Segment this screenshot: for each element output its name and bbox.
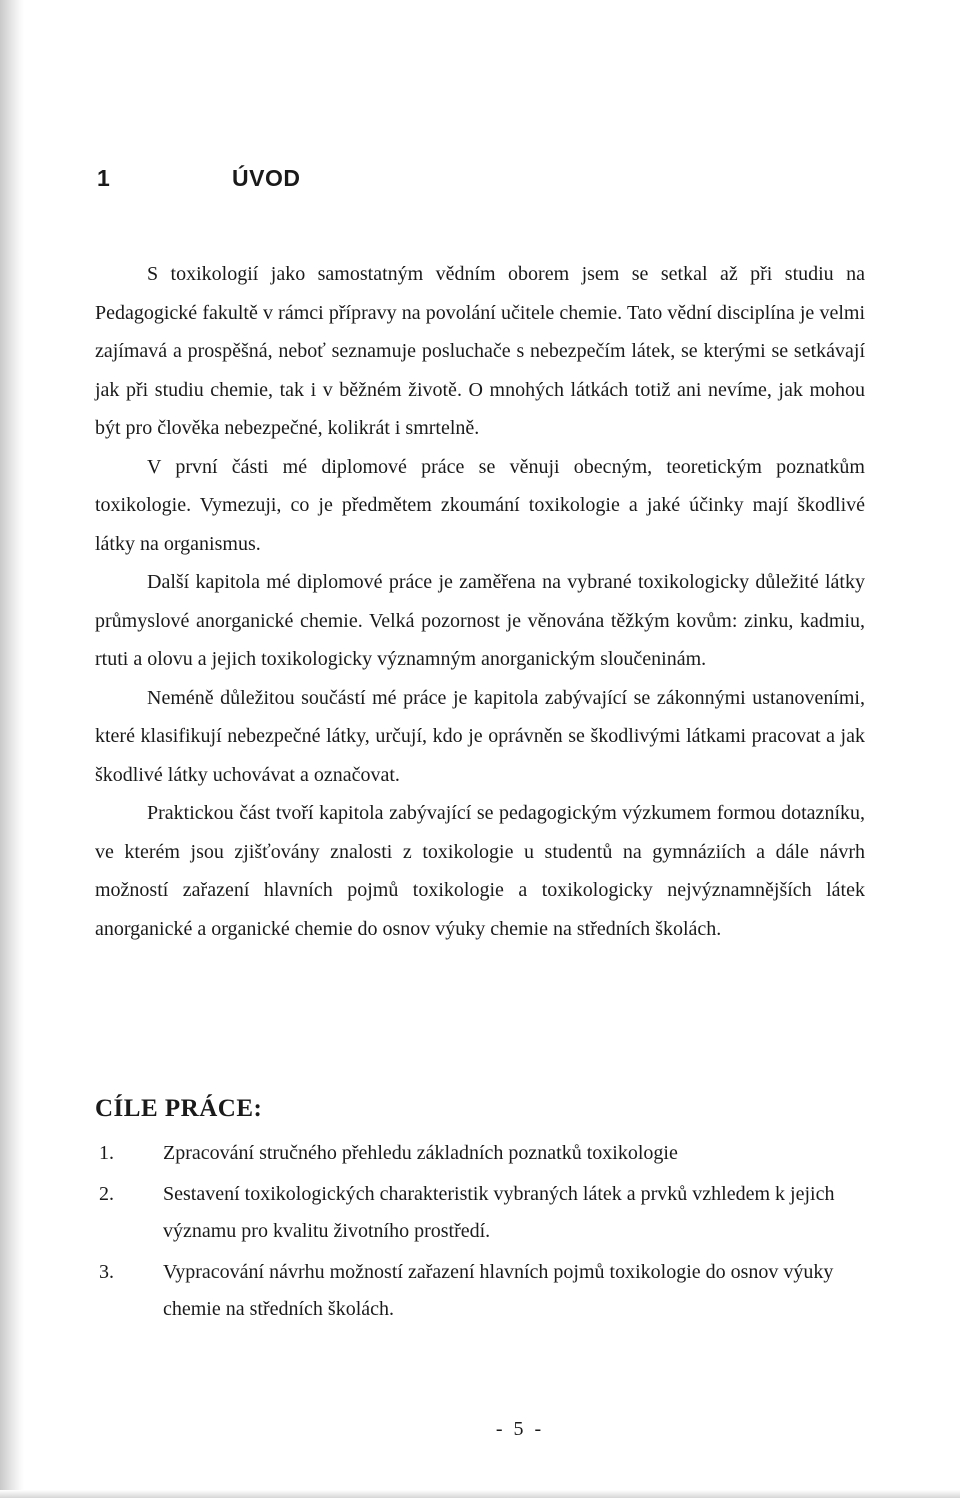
- list-item: [95, 1135, 865, 1172]
- list-item: [95, 1254, 865, 1328]
- scan-edge-shadow: [0, 0, 24, 1498]
- paragraph: Neméně důležitou součástí mé práce je kapitola zabývající se zákonnými ustanoveními, které klasifikují nebezpečné látky, určují, kdo je oprávněn se škodlivými látkami pracovat a jak škodlivé látky uchovávat a označovat.: [95, 686, 865, 786]
- introduction-body: [95, 255, 865, 948]
- list-item-text: Zpracování stručného přehledu základních poznatků toxikologie: [163, 1142, 678, 1164]
- goals-heading: CÍLE PRÁCE:: [95, 1095, 263, 1122]
- scan-bottom-shadow: [0, 1490, 960, 1498]
- list-item-number: 2.: [99, 1183, 114, 1205]
- list-item-number: 1.: [99, 1142, 114, 1164]
- paragraph: Praktickou část tvoří kapitola zabývající se pedagogickým výzkumem formou dotazníku, ve kterém jsou zjišťovány znalosti z toxikologie u studentů na gymnáziích a dále návrh možností zařazení hlavních pojmů toxikologie a toxikologicky nejvýznamnějších látek anorganické a organické chemie do osnov výuky chemie na středních školách.: [95, 802, 865, 940]
- paragraph: Další kapitola mé diplomové práce je zaměřena na vybrané toxikologicky důležité látky průmyslové anorganické chemie. Velká pozornost je věnována těžkým kovům: zinku, kadmiu, rtuti a olovu a jejich toxikologicky významným anorganickým sloučeninám.: [95, 571, 865, 670]
- goals-list: [95, 1135, 865, 1332]
- list-item-number: 3.: [99, 1261, 114, 1283]
- page-number: - 5 -: [495, 1418, 545, 1440]
- paragraph: V první části mé diplomové práce se věnuji obecným, teoretickým poznatkům toxikologie. Vymezuji, co je předmětem zkoumání toxikologie a jaké účinky mají škodlivé látky na organismus.: [95, 455, 865, 555]
- document-page: [95, 165, 865, 1320]
- chapter-title: ÚVOD: [232, 165, 301, 191]
- list-item-text: Sestavení toxikologických charakteristik vybraných látek a prvků vzhledem k jejich významu pro kvalitu životního prostředí.: [163, 1183, 835, 1242]
- list-item: [95, 1176, 865, 1250]
- list-item-text: Vypracování návrhu možností zařazení hlavních pojmů toxikologie do osnov výuky chemie na středních školách.: [163, 1261, 834, 1320]
- chapter-heading: [95, 165, 865, 205]
- paragraph: S toxikologií jako samostatným vědním oborem jsem se setkal až při studiu na Pedagogické fakultě v rámci přípravy na povolání učitele chemie. Tato vědní disciplína je velmi zajímavá a prospěšná, neboť seznamuje posluchače s nebezpečím látek, se kterými se setkávají jak při studiu chemie, tak i v běžném životě. O mnohých látkách totiž ani nevíme, jak mohou být pro člověka nebezpečné, kolikrát i smrtelně.: [95, 263, 865, 439]
- chapter-number: 1: [97, 165, 111, 191]
